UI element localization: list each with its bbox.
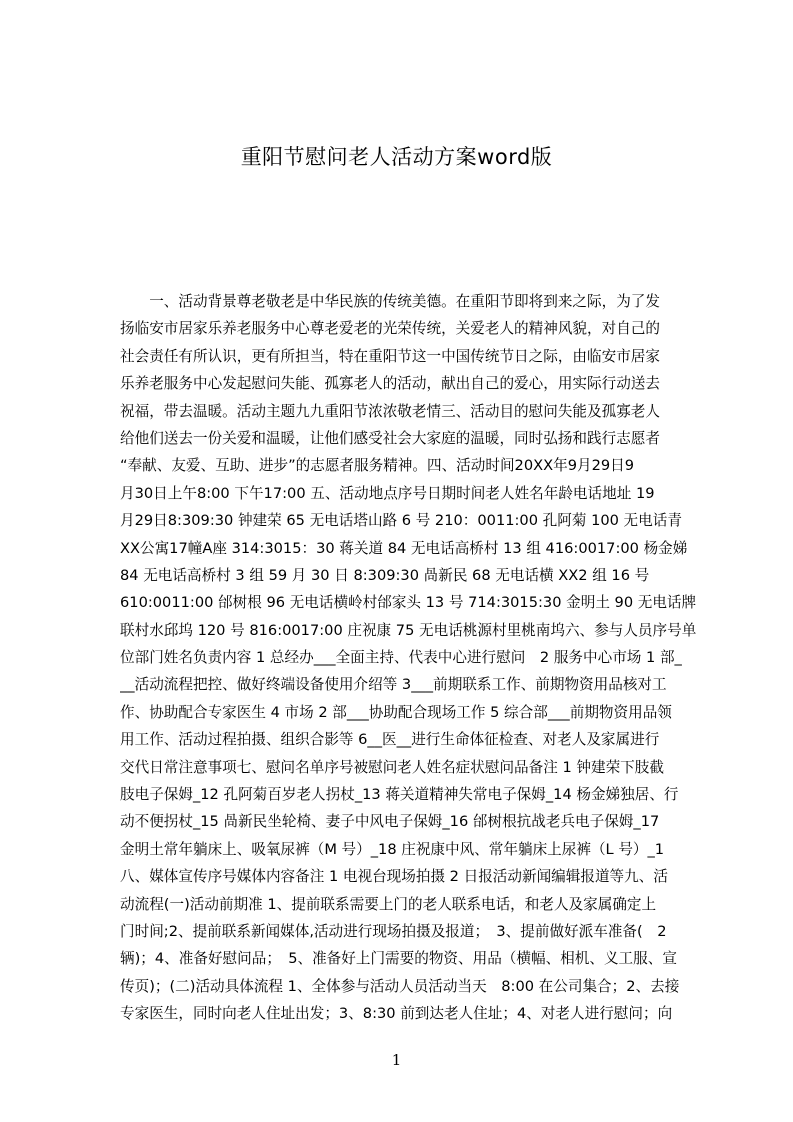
body-text-line: 交代日常注意事项七、慰问名单序号被慰问老人姓名症状慰问品备注 1 钟建荣下肢截 <box>120 758 664 776</box>
body-text-line: 金明土常年躺床上、吸氧尿裤（M 号）_18 庄祝康中风、常年躺床上尿裤（L 号）_1 <box>120 840 665 858</box>
body-text-line: 一、活动背景尊老敬老是中华民族的传统美德。在重阳节即将到来之际，为了发 <box>120 293 660 310</box>
page-number: 1 <box>391 1051 402 1069</box>
body-text-line: 给他们送去一份关爱和温暖，让他们感受社会大家庭的温暖，同时弘扬和践行志愿者 <box>120 429 660 447</box>
body-text-line: 专家医生，同时向老人住址出发；3、8:30 前到达老人住址；4、对老人进行慰问；向 <box>120 1005 673 1023</box>
body-text-line: 乐养老服务中心发起慰问失能、孤寡老人的活动，献出自己的爱心，用实际行动送去 <box>120 375 660 393</box>
body-text-line: 肢电子保姆_12 孔阿菊百岁老人拐杖_13 蒋关道精神失常电子保姆_14 杨金娣独居、行 <box>120 786 679 804</box>
body-text-line: “奉献、友爱、互助、进步”的志愿者服务精神。四、活动时间20XX年9月29日9 <box>120 457 635 475</box>
body-text-line: 扬临安市居家乐养老服务中心尊老爱老的光荣传统，关爱老人的精神风貌，对自己的 <box>120 320 660 338</box>
body-text-line: 84 无电话高桥村 3 组 59 月 30 日 8:309:30 咼新民 68 无电话横 XX2 组 16 号 <box>120 566 650 584</box>
body-text-line: 作、协助配合专家医生 4 市场 2 部___协助配合现场工作 5 综合部___前期物资用品领 <box>120 703 672 721</box>
body-text-line: 用工作、活动过程拍摄、组织合影等 6__医__进行生命体征检查、对老人及家属进行 <box>120 731 660 749</box>
body-text-line: 动不便拐杖_15 咼新民坐轮椅、妻子中风电子保姆_16 邰树根抗战老兵电子保姆_17 <box>120 813 660 831</box>
body-text-line: 传页)；(二)活动具体流程 1、全体参与活动人员活动当天 8:00 在公司集合；2、去接 <box>120 977 680 995</box>
body-text-line: 动流程(一)活动前期准 1、提前联系需要上门的老人联系电话，和老人及家属确定上 <box>120 895 657 913</box>
body-text-line: 八、媒体宣传序号媒体内容备注 1 电视台现场拍摄 2 日报活动新闻编辑报道等九、活 <box>120 868 668 886</box>
document-title: 重阳节慰问老人活动方案word版 <box>240 145 553 169</box>
body-text-line: 门时间;2、提前联系新闻媒体,活动进行现场拍摄及报道； 3、提前做好派车准备( 2 <box>120 922 667 940</box>
document-body <box>120 288 700 1028</box>
body-text-line: 联村水邱坞 120 号 816:0017:00 庄祝康 75 无电话桃源村里桃南坞六、参与人员序号单 <box>120 621 697 639</box>
body-text-line: 月29日8:309:30 钟建荣 65 无电话塔山路 6 号 210：0011:00 孔阿菊 100 无电话青 <box>120 512 682 530</box>
body-text-line: 祝福，带去温暖。活动主题九九重阳节浓浓敬老情三、活动目的慰问失能及孤寡老人 <box>120 402 660 420</box>
body-text-line: 位部门姓名负责内容 1 总经办___全面主持、代表中心进行慰问 2 服务中心市场 1 部_ <box>120 649 682 667</box>
body-text-line: XX公寓17幢A座 314:3015：30 蒋关道 84 无电话高桥村 13 组 416:0017:00 杨金娣 <box>120 539 688 557</box>
body-text-line: __活动流程把控、做好终端设备使用介绍等 3___前期联系工作、前期物资用品核对工 <box>120 676 667 694</box>
body-text-line: 社会责任有所认识，更有所担当，特在重阳节这一中国传统节日之际，由临安市居家 <box>120 347 660 365</box>
body-text-line: 月30日上午8:00 下午17:00 五、活动地点序号日期时间老人姓名年龄电话地址 19 <box>120 484 655 502</box>
body-text-line: 辆)；4、准备好慰问品； 5、准备好上门需要的物资、用品（横幅、相机、义工服、宣 <box>120 950 677 968</box>
body-text-line: 610:0011:00 邰树根 96 无电话横岭村邰家头 13 号 714:3015:30 金明土 90 无电话牌 <box>120 594 697 612</box>
